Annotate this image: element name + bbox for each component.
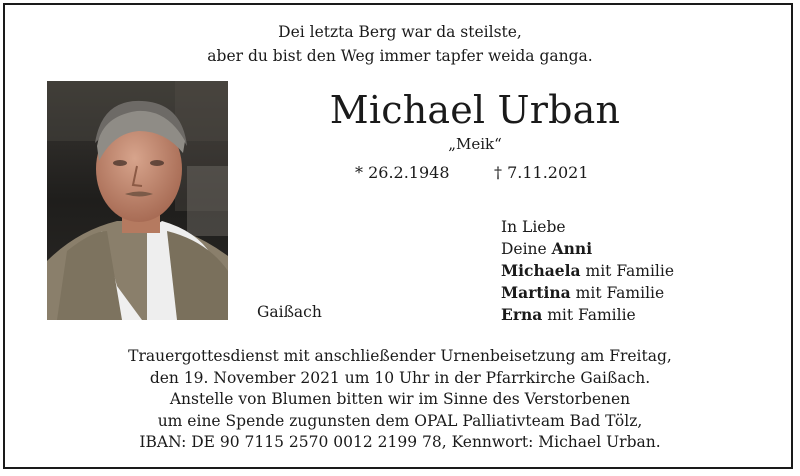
notice-line: um eine Spende zugunsten dem OPAL Palliativteam Bad Tölz, bbox=[157, 411, 643, 430]
notice-line: Anstelle von Blumen bitten wir im Sinne des Verstorbenen bbox=[169, 390, 631, 408]
motto-line-1: Dei letzta Berg war da steilste, bbox=[278, 23, 522, 41]
mourner-name: Michaela bbox=[501, 261, 581, 280]
mourner-suffix: mit Familie bbox=[580, 262, 675, 280]
notice-line: IBAN: DE 90 7115 2570 0012 2199 78, Kennwort: Michael Urban. bbox=[139, 433, 661, 451]
birth-date: * 26.2.1948 bbox=[355, 163, 450, 182]
motto-line-2: aber du bist den Weg immer tapfer weida ganga. bbox=[207, 47, 593, 65]
mourners-list bbox=[501, 216, 674, 326]
mourner-name: Anni bbox=[551, 239, 593, 258]
death-date: † 7.11.2021 bbox=[494, 163, 589, 182]
mourner-prefix: Deine bbox=[501, 240, 552, 258]
notice-line: Trauergottesdienst mit anschließender Urnenbeisetzung am Freitag, bbox=[128, 347, 672, 365]
notice-line: den 19. November 2021 um 10 Uhr in der Pfarrkirche Gaißach. bbox=[149, 368, 651, 387]
mourner-line bbox=[501, 282, 674, 304]
mourners-intro: In Liebe bbox=[501, 218, 566, 236]
service-notice bbox=[0, 346, 800, 454]
hometown: Gaißach bbox=[257, 303, 322, 321]
portrait-photo bbox=[47, 81, 228, 320]
mourner-line bbox=[501, 260, 674, 282]
mourner-line bbox=[501, 304, 674, 326]
mourner-name: Erna bbox=[501, 305, 543, 324]
mourner-name: Martina bbox=[501, 283, 571, 302]
mourner-suffix: mit Familie bbox=[570, 284, 665, 302]
mourner-suffix: mit Familie bbox=[542, 306, 636, 324]
deceased-name: Michael Urban bbox=[329, 88, 621, 132]
mourner-line bbox=[501, 238, 674, 260]
deceased-nickname: „Meik“ bbox=[448, 135, 502, 153]
